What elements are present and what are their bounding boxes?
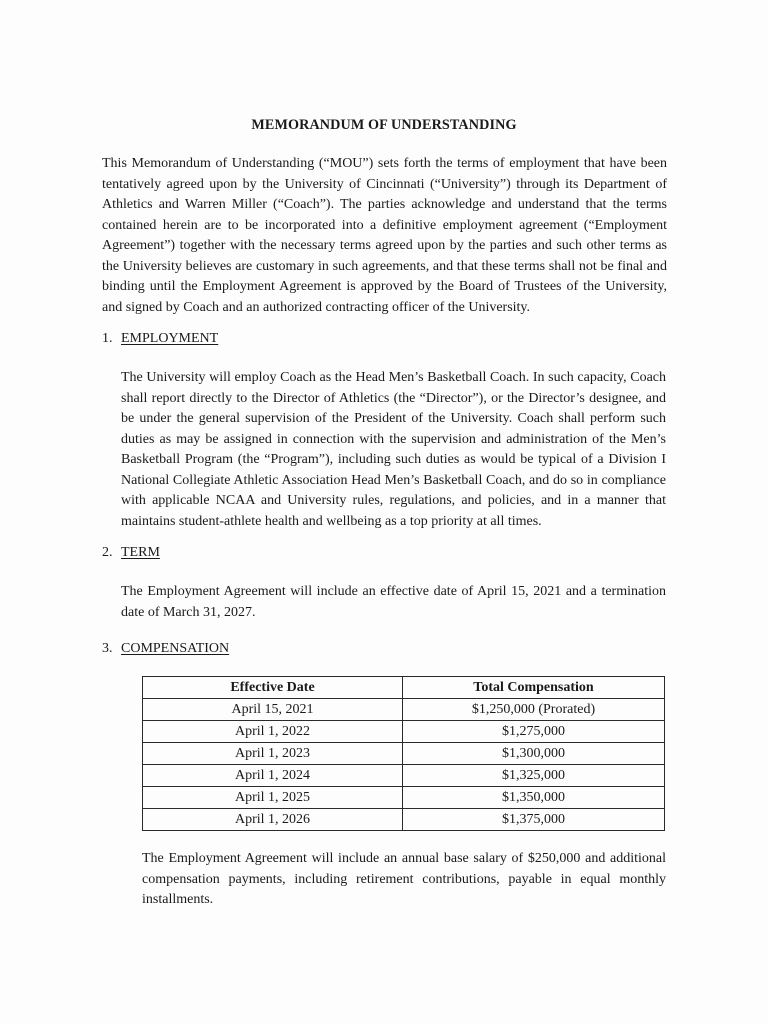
section-number: 2. <box>102 545 113 560</box>
document-title: MEMORANDUM OF UNDERSTANDING <box>251 117 517 133</box>
table-row <box>143 765 665 787</box>
effective-date-cell: April 15, 2021 <box>143 699 403 721</box>
section-heading-term <box>102 543 160 563</box>
section-title: TERM <box>121 545 160 560</box>
section-heading-employment <box>102 329 218 349</box>
column-header-effective-date: Effective Date <box>143 677 403 699</box>
section-title: EMPLOYMENT <box>121 331 219 346</box>
effective-date-cell: April 1, 2026 <box>143 809 403 831</box>
table-row <box>143 699 665 721</box>
employment-paragraph: The University will employ Coach as the Head Men’s Basketball Coach. In such capacity, Coach shall report directly to the Director of Athletics (the “Director”), or the Director’s designee, and be under the general supervision of the President of the University. Coach shall perform such duties as may be assigned in connection with the supervision and administration of the Men’s Basketball Program (the “Program”), including such duties as would be typical of a Division I National Collegiate Athletic Association Head Men’s Basketball Coach, and do so in compliance with applicable NCAA and University rules, regulations, and policies, and in a manner that maintains student-athlete health and wellbeing as a top priority at all times. <box>121 370 666 529</box>
total-compensation-cell: $1,300,000 <box>403 743 665 765</box>
table-header-row <box>143 677 665 699</box>
column-header-total-compensation: Total Compensation <box>403 677 665 699</box>
compensation-paragraph: The Employment Agreement will include an annual base salary of $250,000 and additional compensation payments, including retirement contributions, payable in equal monthly installments. <box>142 851 666 907</box>
table-row <box>143 809 665 831</box>
section-number: 1. <box>102 331 113 346</box>
total-compensation-cell: $1,250,000 (Prorated) <box>403 699 665 721</box>
total-compensation-cell: $1,325,000 <box>403 765 665 787</box>
total-compensation-cell: $1,375,000 <box>403 809 665 831</box>
table-row <box>143 743 665 765</box>
total-compensation-cell: $1,350,000 <box>403 787 665 809</box>
section-heading-compensation <box>102 639 229 659</box>
compensation-table <box>142 676 665 831</box>
term-paragraph: The Employment Agreement will include an effective date of April 15, 2021 and a termination date of March 31, 2027. <box>121 584 666 620</box>
intro-paragraph: This Memorandum of Understanding (“MOU”) sets forth the terms of employment that have been tentatively agreed upon by the University of Cincinnati (“University”) through its Department of Athletics and Warren Miller (“Coach”). The parties acknowledge and understand that the terms contained herein are to be incorporated into a definitive employment agreement (“Employment Agreement”) together with the necessary terms agreed upon by the parties and such other terms as the University believes are customary in such agreements, and that these terms shall not be final and binding until the Employment Agreement is approved by the Board of Trustees of the University, and signed by Coach and an authorized contracting officer of the University. <box>102 156 667 315</box>
effective-date-cell: April 1, 2022 <box>143 721 403 743</box>
effective-date-cell: April 1, 2025 <box>143 787 403 809</box>
table-row <box>143 787 665 809</box>
effective-date-cell: April 1, 2024 <box>143 765 403 787</box>
total-compensation-cell: $1,275,000 <box>403 721 665 743</box>
section-title: COMPENSATION <box>121 641 230 656</box>
table-row <box>143 721 665 743</box>
section-number: 3. <box>102 641 113 656</box>
effective-date-cell: April 1, 2023 <box>143 743 403 765</box>
